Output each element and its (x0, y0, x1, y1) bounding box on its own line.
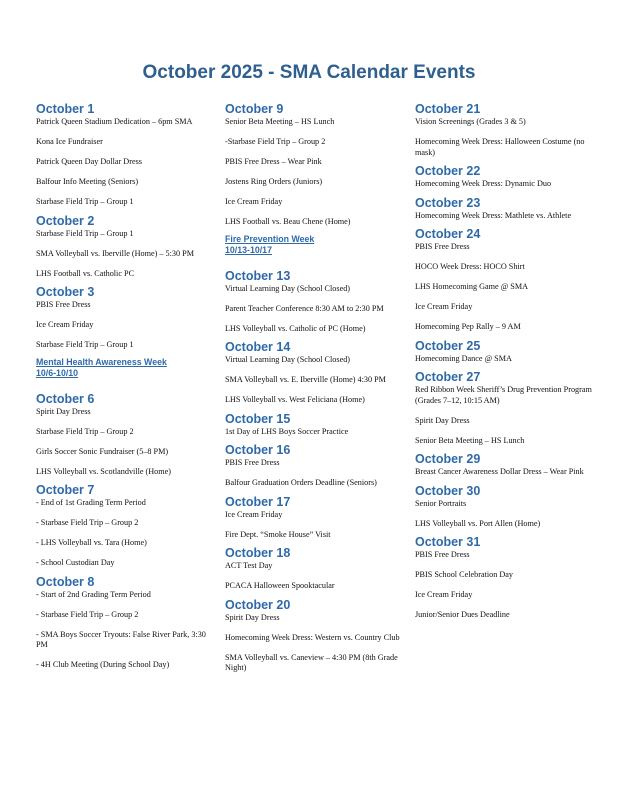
awareness-week-dates: 10/6-10/10 (36, 367, 79, 378)
event-item: PBIS Free Dress (36, 300, 91, 309)
calendar-column-3 (415, 102, 595, 627)
day-block (36, 392, 214, 478)
day-heading: October 24 (415, 227, 481, 241)
event-item: Ice Cream Friday (225, 197, 283, 206)
event-item: Spirit Day Dress (225, 612, 280, 622)
event-item: LHS Volleyball vs. West Feliciana (Home) (225, 395, 365, 404)
event-item: Senior Beta Meeting – HS Lunch (415, 435, 525, 445)
event-item: Homecoming Dance @ SMA (415, 353, 512, 363)
calendar-column-2 (225, 102, 403, 680)
day-heading: October 1 (36, 102, 95, 116)
day-heading: October 18 (225, 546, 291, 560)
day-block (225, 495, 403, 541)
day-block (415, 452, 595, 478)
event-item: PCACA Halloween Spooktacular (225, 581, 335, 590)
day-block (36, 285, 214, 351)
page-title: October 2025 - SMA Calendar Events (142, 62, 476, 83)
event-item: LHS Volleyball vs. Port Allen (Home) (415, 518, 541, 528)
event-item: - School Custodian Day (36, 558, 115, 567)
event-item: Ice Cream Friday (415, 302, 473, 311)
event-item: Vision Screenings (Grades 3 & 5) (415, 117, 526, 126)
awareness-week-title: Fire Prevention Week (225, 233, 315, 244)
event-item: ACT Test Day (225, 561, 273, 570)
event-item: Spirit Day Dress (36, 406, 91, 416)
event-item: Virtual Learning Day (School Closed) (225, 355, 351, 364)
event-item: Starbase Field Trip – Group 1 (36, 340, 134, 349)
event-item: 1st Day of LHS Boys Soccer Practice (225, 426, 349, 436)
day-block (225, 340, 403, 406)
day-heading: October 2 (36, 213, 95, 228)
day-heading: October 7 (36, 483, 95, 497)
calendar-column-1 (36, 102, 214, 677)
day-block (36, 575, 214, 671)
event-item: LHS Football vs. Catholic PC (36, 268, 135, 278)
day-block (415, 196, 595, 222)
event-item: Starbase Field Trip – Group 1 (36, 228, 134, 238)
event-item: Jostens Ring Orders (Juniors) (225, 177, 323, 186)
event-item: Parent Teacher Conference 8:30 AM to 2:30 PM (225, 303, 384, 313)
day-block (225, 102, 403, 228)
event-item: Homecoming Week Dress: Western vs. Country Club (225, 632, 400, 642)
event-item: PBIS School Celebration Day (415, 570, 514, 579)
event-item: PBIS Free Dress (415, 242, 470, 251)
day-block (415, 339, 595, 365)
day-heading: October 27 (415, 370, 481, 384)
event-item: -Starbase Field Trip – Group 2 (225, 137, 326, 146)
day-heading: October 17 (225, 494, 291, 509)
event-item: LHS Homecoming Game @ SMA (415, 282, 529, 291)
event-item: Senior Beta Meeting – HS Lunch (225, 117, 335, 126)
event-item: Homecoming Week Dress: Dynamic Duo (415, 179, 552, 188)
event-item: - Starbase Field Trip – Group 2 (36, 609, 139, 619)
day-heading: October 13 (225, 268, 291, 283)
day-block (36, 483, 214, 569)
day-heading: October 14 (225, 340, 291, 354)
day-heading: October 15 (225, 411, 291, 426)
event-item: Fire Dept. “Smoke House” Visit (225, 529, 331, 539)
event-item: PBIS Free Dress (225, 458, 280, 467)
event-item: HOCO Week Dress: HOCO Shirt (415, 262, 525, 271)
event-item: - 4H Club Meeting (During School Day) (36, 660, 170, 669)
day-block (225, 269, 403, 335)
day-heading: October 21 (415, 102, 481, 116)
event-item: SMA Volleyball vs. Iberville (Home) – 5:30 PM (36, 248, 194, 258)
day-block (415, 370, 595, 446)
event-item: Patrick Queen Day Dollar Dress (36, 157, 142, 166)
event-item: - Starbase Field Trip – Group 2 (36, 518, 139, 527)
event-item: PBIS Free Dress – Wear Pink (225, 157, 322, 166)
day-heading: October 23 (415, 195, 481, 210)
event-item: SMA Volleyball vs. E. Iberville (Home) 4:30 PM (225, 375, 386, 384)
event-item: Patrick Queen Stadium Dedication – 6pm SMA (36, 117, 193, 126)
event-item: Ice Cream Friday (225, 509, 283, 519)
event-item: Homecoming Week Dress: Mathlete vs. Athlete (415, 210, 572, 220)
day-heading: October 31 (415, 535, 481, 549)
event-item: PBIS Free Dress (415, 550, 470, 559)
event-item: Balfour Graduation Orders Deadline (Seniors) (225, 478, 377, 487)
event-item: Virtual Learning Day (School Closed) (225, 283, 351, 293)
day-heading: October 9 (225, 102, 284, 116)
event-item: Senior Portraits (415, 498, 467, 508)
event-item: Ice Cream Friday (36, 320, 94, 329)
event-item: Starbase Field Trip – Group 1 (36, 197, 134, 206)
event-item: Kona Ice Fundraiser (36, 137, 103, 146)
event-item: Red Ribbon Week Sheriff’s Drug Prevention Program (Grades 7–12, 10:15 AM) (415, 385, 592, 405)
day-heading: October 20 (225, 597, 291, 612)
event-item: LHS Volleyball vs. Catholic of PC (Home) (225, 323, 366, 333)
event-item: Ice Cream Friday (415, 590, 473, 599)
awareness-week-dates: 10/13-10/17 (225, 244, 272, 255)
event-item: - End of 1st Grading Term Period (36, 498, 146, 507)
day-block (225, 546, 403, 592)
day-heading: October 25 (415, 338, 481, 353)
event-item: Starbase Field Trip – Group 2 (36, 426, 134, 436)
event-item: Junior/Senior Dues Deadline (415, 610, 510, 619)
event-item: Breast Cancer Awareness Dollar Dress – Wear Pink (415, 467, 584, 476)
event-item: LHS Football vs. Beau Chene (Home) (225, 217, 351, 226)
event-item: - LHS Volleyball vs. Tara (Home) (36, 538, 147, 547)
event-item: LHS Volleyball vs. Scotlandville (Home) (36, 466, 172, 476)
day-heading: October 16 (225, 443, 291, 457)
day-block (225, 443, 403, 489)
day-heading: October 3 (36, 285, 95, 299)
day-heading: October 6 (36, 391, 95, 406)
day-block (415, 484, 595, 530)
day-block (225, 412, 403, 438)
event-item: - Start of 2nd Grading Term Period (36, 589, 151, 599)
day-block (415, 227, 595, 333)
day-heading: October 29 (415, 452, 481, 466)
day-heading: October 22 (415, 164, 481, 178)
day-heading: October 30 (415, 483, 481, 498)
awareness-week-link[interactable] (36, 357, 214, 379)
day-block (415, 535, 595, 621)
event-item: - SMA Boys Soccer Tryouts: False River Park, 3:30 PM (36, 629, 206, 649)
event-item: Homecoming Pep Rally – 9 AM (415, 322, 521, 331)
awareness-week-title: Mental Health Awareness Week (36, 356, 167, 367)
event-item: Balfour Info Meeting (Seniors) (36, 177, 139, 186)
day-block (36, 214, 214, 280)
event-item: Girls Soccer Sonic Fundraiser (5–8 PM) (36, 446, 169, 456)
awareness-week-link[interactable] (225, 234, 403, 256)
event-item: SMA Volleyball vs. Caneview – 4:30 PM (8th Grade Night) (225, 652, 398, 672)
day-heading: October 8 (36, 574, 95, 589)
day-block (415, 164, 595, 190)
event-item: Homecoming Week Dress: Halloween Costume (no mask) (415, 137, 585, 157)
event-item: Spirit Day Dress (415, 415, 470, 425)
day-block (225, 598, 403, 674)
day-block (415, 102, 595, 158)
day-block (36, 102, 214, 208)
